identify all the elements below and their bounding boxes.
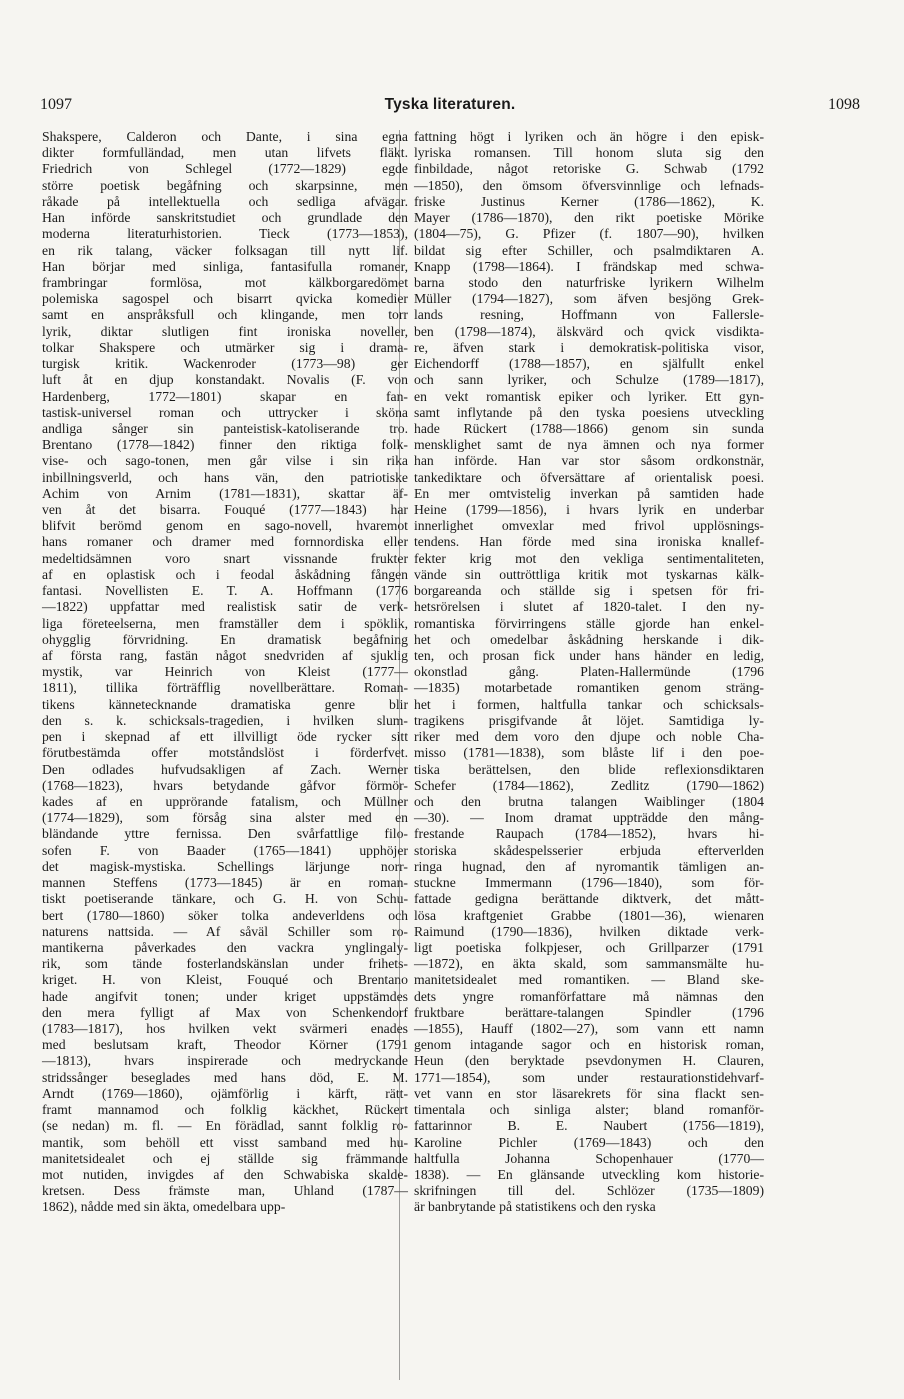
text-line: Brentano (1778—1842) finner den riktiga folk- — [42, 437, 408, 453]
text-line: bert (1780—1860) söker tolka andeverldens och — [42, 907, 408, 923]
text-line: ohygglig förvridning. En dramatisk begåfning — [42, 631, 408, 647]
text-line: mantikerna påverkades den vackra ynglingaly- — [42, 939, 408, 955]
text-line: vet vann en stor läsarekrets för sina flackt sen- — [414, 1085, 764, 1101]
text-line: den s. k. schicksals-tragedien, i hvilken slum- — [42, 712, 408, 728]
text-line: mystik, var Heinrich von Kleist (1777— — [42, 664, 408, 680]
text-line: fattarinnor B. E. Naubert (1756—1819), — [414, 1118, 764, 1134]
right-page-number: 1098 — [828, 96, 860, 113]
text-line: frestande Raupach (1784—1852), hvars hi- — [414, 826, 764, 842]
text-line: 1771—1854), som under restaurationstidehvarf- — [414, 1069, 764, 1085]
text-line: hade Rückert (1788—1866) genom sin sunda — [414, 420, 764, 436]
text-line: friske Justinus Kerner (1786—1862), K. — [414, 193, 764, 209]
text-line: och sann lyriker, och Schulze (1789—1817), — [414, 372, 764, 388]
text-line: fattade gedigna berättande diktverk, det mått- — [414, 891, 764, 907]
text-line: ligt poetiska folkpjeser, och Grillparzer (1791 — [414, 939, 764, 955]
text-line: ben (1798—1874), älskvärd och qvick visdikta- — [414, 323, 764, 339]
text-line: ven åt det bisarra. Fouqué (1777—1843) har — [42, 502, 408, 518]
text-line: pen i skepnad af ett illvilligt öde rycker sitt — [42, 729, 408, 745]
text-line: lösa kraftgeniet Grabbe (1801—36), wienaren — [414, 907, 764, 923]
text-line: bildat sig efter Schiller, och psalmdiktaren A. — [414, 242, 764, 258]
text-line: samt inflytande på den tyska poesiens utveckling — [414, 404, 764, 420]
text-line: stuckne Immermann (1796—1840), som för- — [414, 875, 764, 891]
text-line: misso (1781—1838), som blåste lif i den poe- — [414, 745, 764, 761]
page-header — [40, 96, 860, 122]
text-line: förutbestämda offer motståndslöst i förderfvet. — [42, 745, 408, 761]
text-line: tragikens prisgifvande åt löjet. Samtidiga ly- — [414, 712, 764, 728]
text-line: bländande yttre fernissa. Den svårfattlige filo- — [42, 826, 408, 842]
text-line: (1804—75), G. Pfizer (f. 1807—90), hvilken — [414, 226, 764, 242]
text-line: storiska skådespelsserier erbjuda efterverlden — [414, 842, 764, 858]
text-line: finbildade, något retoriske G. Schwab (1792 — [414, 161, 764, 177]
text-line: hade angifvit tonen; under kriget uppstämdes — [42, 988, 408, 1004]
text-line: genom intagande sagor och en historisk roman, — [414, 1037, 764, 1053]
text-line: hetsrörelsen i slutet af 1820-talet. I den ny- — [414, 599, 764, 615]
text-line: 1811), tillika förträfflig novellberättare. Roman- — [42, 680, 408, 696]
text-line: fantasi. Novellisten E. T. A. Hoffmann (1776 — [42, 583, 408, 599]
text-line: dikter formfulländad, men utan lifvets fläkt. — [42, 145, 408, 161]
text-line: af första rang, fastän något snedvriden af sjuklig — [42, 648, 408, 663]
text-line: Shakspere, Calderon och Dante, i sina egna — [42, 129, 408, 144]
text-line: ten, och prosan fick under hans händer en ledig, — [414, 648, 764, 663]
text-line: Raimund (1790—1836), hvilken diktade verk- — [414, 923, 764, 939]
text-line: (1783—1817), hos hvilken vekt svärmeri enades — [42, 1021, 408, 1037]
text-line: tiska berättelsen, den blide reflexionsdiktaren — [414, 761, 764, 777]
text-line: Mayer (1786—1870), den rikt poetiske Mörike — [414, 210, 764, 226]
text-line: polemiska sagospel och bisarrt qvicka komedier — [42, 291, 408, 307]
text-line: stridssånger beseglades med hans död, E. M. — [42, 1069, 408, 1085]
text-line: innerlighet omvexlar med frivol upplösnings- — [414, 518, 764, 534]
text-line: större poetisk begåfning och skarpsinne, men — [42, 177, 408, 193]
right-text-column — [414, 129, 764, 1216]
text-line: vise- och sago-tonen, men går vilse i sin rika — [42, 453, 408, 469]
text-line: —1855), Hauff (1802—27), som vann ett namn — [414, 1021, 764, 1037]
text-line: En mer omtvistelig inverkan på samtiden hade — [414, 485, 764, 501]
text-line: Knapp (1798—1864). I frändskap med schwa- — [414, 258, 764, 274]
text-line: het och omedelbar åskådning herskande i dik- — [414, 631, 764, 647]
left-text-column — [42, 129, 408, 1216]
text-line: frambringar formlösa, mot kälkborgaredömet — [42, 274, 408, 290]
running-title: Tyska literaturen. — [384, 96, 516, 113]
text-line: (1768—1823), hvars betydande gåfvor förmör- — [42, 777, 408, 793]
text-line: Friedrich von Schlegel (1772—1829) egde — [42, 161, 408, 177]
text-line: lands resning, Hoffmann von Fallersle- — [414, 307, 764, 323]
text-line: Arndt (1769—1860), ojämförlig i kärft, rätt- — [42, 1085, 408, 1101]
text-line: och den brutna talangen Waiblinger (1804 — [414, 793, 764, 809]
text-line: en rik talang, väcker folksagan till nytt lif. — [42, 242, 408, 258]
text-line: Heine (1799—1856), i hvars lyrik en underbar — [414, 502, 764, 518]
text-line: fruktbare berättare-talangen Spindler (1796 — [414, 1004, 764, 1020]
text-line: ringa hugnad, den af nyromantik tämligen an- — [414, 858, 764, 874]
text-line: samt en anspråksfull och klingande, men torr — [42, 307, 408, 323]
text-line: kades af en upprörande fatalism, och Müllner — [42, 793, 408, 809]
text-line: Karoline Pichler (1769—1843) och den — [414, 1134, 764, 1150]
text-line: af en oplastisk och i feodal åskådning fången — [42, 566, 408, 582]
text-line: (1774—1829), som försåg sina alster med en — [42, 810, 408, 826]
text-line: luft åt en djup konstandakt. Novalis (F. von — [42, 372, 408, 388]
text-line: Schefer (1784—1862), Zedlitz (1790—1862) — [414, 777, 764, 793]
text-line: andliga sånger sin panteistisk-katoliserande tro. — [42, 420, 408, 436]
text-line: Han införde sanskritstudiet och grundlade den — [42, 210, 408, 226]
text-line: framt mannamod och folklig käckhet, Rückert — [42, 1102, 408, 1118]
text-line: Eichendorff (1788—1857), en själfullt enkel — [414, 356, 764, 372]
text-line: råkade på intellektuella och sedliga afvägar. — [42, 193, 408, 209]
text-line: Müller (1794—1827), som äfven besjöng Grek- — [414, 291, 764, 307]
text-line: okonstlad gång. Platen-Hallermünde (1796 — [414, 664, 764, 680]
text-line: blifvit berömd genom en sago-novell, hvaremot — [42, 518, 408, 534]
text-line: barna stodo den naturfriske lyrikern Wilhelm — [414, 274, 764, 290]
text-line: lyrik, diktar slutligen fint ironiska noveller, — [42, 323, 408, 339]
text-line: kriget. H. von Kleist, Fouqué och Brentano — [42, 972, 408, 988]
text-line: tolkar Shakspere och utmärker sig i drama- — [42, 339, 408, 355]
text-line: vände sin outtröttliga kritik mot tyskarnas kälk- — [414, 566, 764, 582]
text-line: med beslutsam kraft, Theodor Körner (1791 — [42, 1037, 408, 1053]
text-line: riker med dem voro den djupe och noble Cha- — [414, 729, 764, 745]
text-line: re, äfven stark i demokratisk-politiska visor, — [414, 339, 764, 355]
text-line: tastisk-universel roman och uttrycker i sköna — [42, 404, 408, 420]
text-line: —30). — Inom dramat uppträdde den mång- — [414, 810, 764, 826]
text-line: rik, som tände fosterlandskänslan under frihets- — [42, 956, 408, 972]
text-line: moderna literaturhistorien. Tieck (1773—1853), — [42, 226, 408, 242]
text-line: det magisk-mystiska. Schellings lärjunge norr- — [42, 858, 408, 874]
text-line: en vekt romantisk epiker och lyriker. Ett gyn- — [414, 388, 764, 404]
text-line: —1850), den ömsom öfversvinnlige och lefnads- — [414, 177, 764, 193]
text-line: hans romaner och dramer med fornnordiska eller — [42, 534, 408, 550]
text-line: skrifningen till del. Schlözer (1735—1809) — [414, 1183, 764, 1199]
text-line: turgisk kritik. Wackenroder (1773—98) ger — [42, 356, 408, 372]
text-line: sofen F. von Baader (1765—1841) upphöjer — [42, 842, 408, 858]
text-line: —1813), hvars inspirerade och medryckande — [42, 1053, 408, 1069]
text-line: manitetsidealet och ej ställde sig främmande — [42, 1150, 408, 1166]
text-line: tendens. Han förde med sina ironiska knallef- — [414, 534, 764, 550]
text-line: mantik, som behöll ett visst samband med hu- — [42, 1134, 408, 1150]
text-line: Hardenberg, 1772—1801) skapar en fan- — [42, 388, 408, 404]
text-line: mot nutiden, invigdes af den Schwabiska skalde- — [42, 1167, 408, 1182]
text-line: fekter krig mot den vekliga sentimentaliteten, — [414, 550, 764, 566]
text-line: 1838). — En glänsande utveckling kom historie- — [414, 1167, 764, 1182]
text-line: (se nedan) m. fl. — En förädlad, sannt folklig ro- — [42, 1118, 408, 1134]
column-divider — [399, 130, 401, 1380]
text-line: dets yngre romanförfattare må nämnas den — [414, 988, 764, 1004]
text-line: tankediktare och öfversättare af orientalisk poesi. — [414, 469, 764, 485]
text-line: —1872), en äkta skald, som sammansmälte hu- — [414, 956, 764, 972]
text-line: den mera fylligt af Max von Schenkendorf — [42, 1004, 408, 1020]
text-line: 1862), nådde med sin äkta, omedelbara upp- — [42, 1199, 286, 1215]
text-line: kretsen. Dess främste man, Uhland (1787— — [42, 1183, 408, 1199]
text-line: han införde. Han var stor såsom ordkonstnär, — [414, 453, 764, 469]
text-line: mannen Steffens (1773—1845) är en roman- — [42, 875, 408, 891]
text-line: liga företeelserna, men framställer dem i spöklik, — [42, 615, 408, 631]
text-line: romantiska förvirringens ställe gjorde han enkel- — [414, 615, 764, 631]
left-page-number: 1097 — [40, 96, 72, 113]
text-line: haltfulla Johanna Schopenhauer (1770— — [414, 1150, 764, 1166]
text-line: Achim von Arnim (1781—1831), skattar äf- — [42, 485, 408, 501]
text-line: manitetsidealet med romantiken. — Bland ske- — [414, 972, 764, 988]
text-line: Den odlades hufvudsakligen af Zach. Werner — [42, 761, 408, 777]
text-line: borgareanda och ställde sig i spetsen för fri- — [414, 583, 764, 599]
text-line: —1835) motarbetade romantiken genom sträng- — [414, 680, 764, 696]
text-line: inbillningsverld, och hans vän, den patriotiske — [42, 469, 408, 485]
text-line: Heun (den beryktade psevdonymen H. Clauren, — [414, 1053, 764, 1069]
text-line: lyriska romansen. Till honom sluta sig den — [414, 145, 764, 161]
text-line: fattning högt i lyriken och än högre i den episk- — [414, 129, 764, 144]
text-line: timentala och sinliga alster; bland romanför- — [414, 1102, 764, 1118]
text-line: är banbrytande på statistikens och den ryska — [414, 1199, 656, 1215]
text-line: medeltidsämnen voro snart vissnande frukter — [42, 550, 408, 566]
text-line: mensklighet samt de nya ämnen och nya former — [414, 437, 764, 453]
text-line: het i formen, haltfulla tankar och schicksals- — [414, 696, 764, 712]
text-line: Han börjar med sinliga, fantasifulla romaner, — [42, 258, 408, 274]
text-line: tikens kännetecknande dramatiska genre blir — [42, 696, 408, 712]
text-line: —1822) uppfattar med realistisk satir de verk- — [42, 599, 408, 615]
text-line: tiskt poetiserande tänkare, och G. H. von Schu- — [42, 891, 408, 907]
text-line: naturens nattsida. — Af såväl Schiller som ro- — [42, 923, 408, 939]
